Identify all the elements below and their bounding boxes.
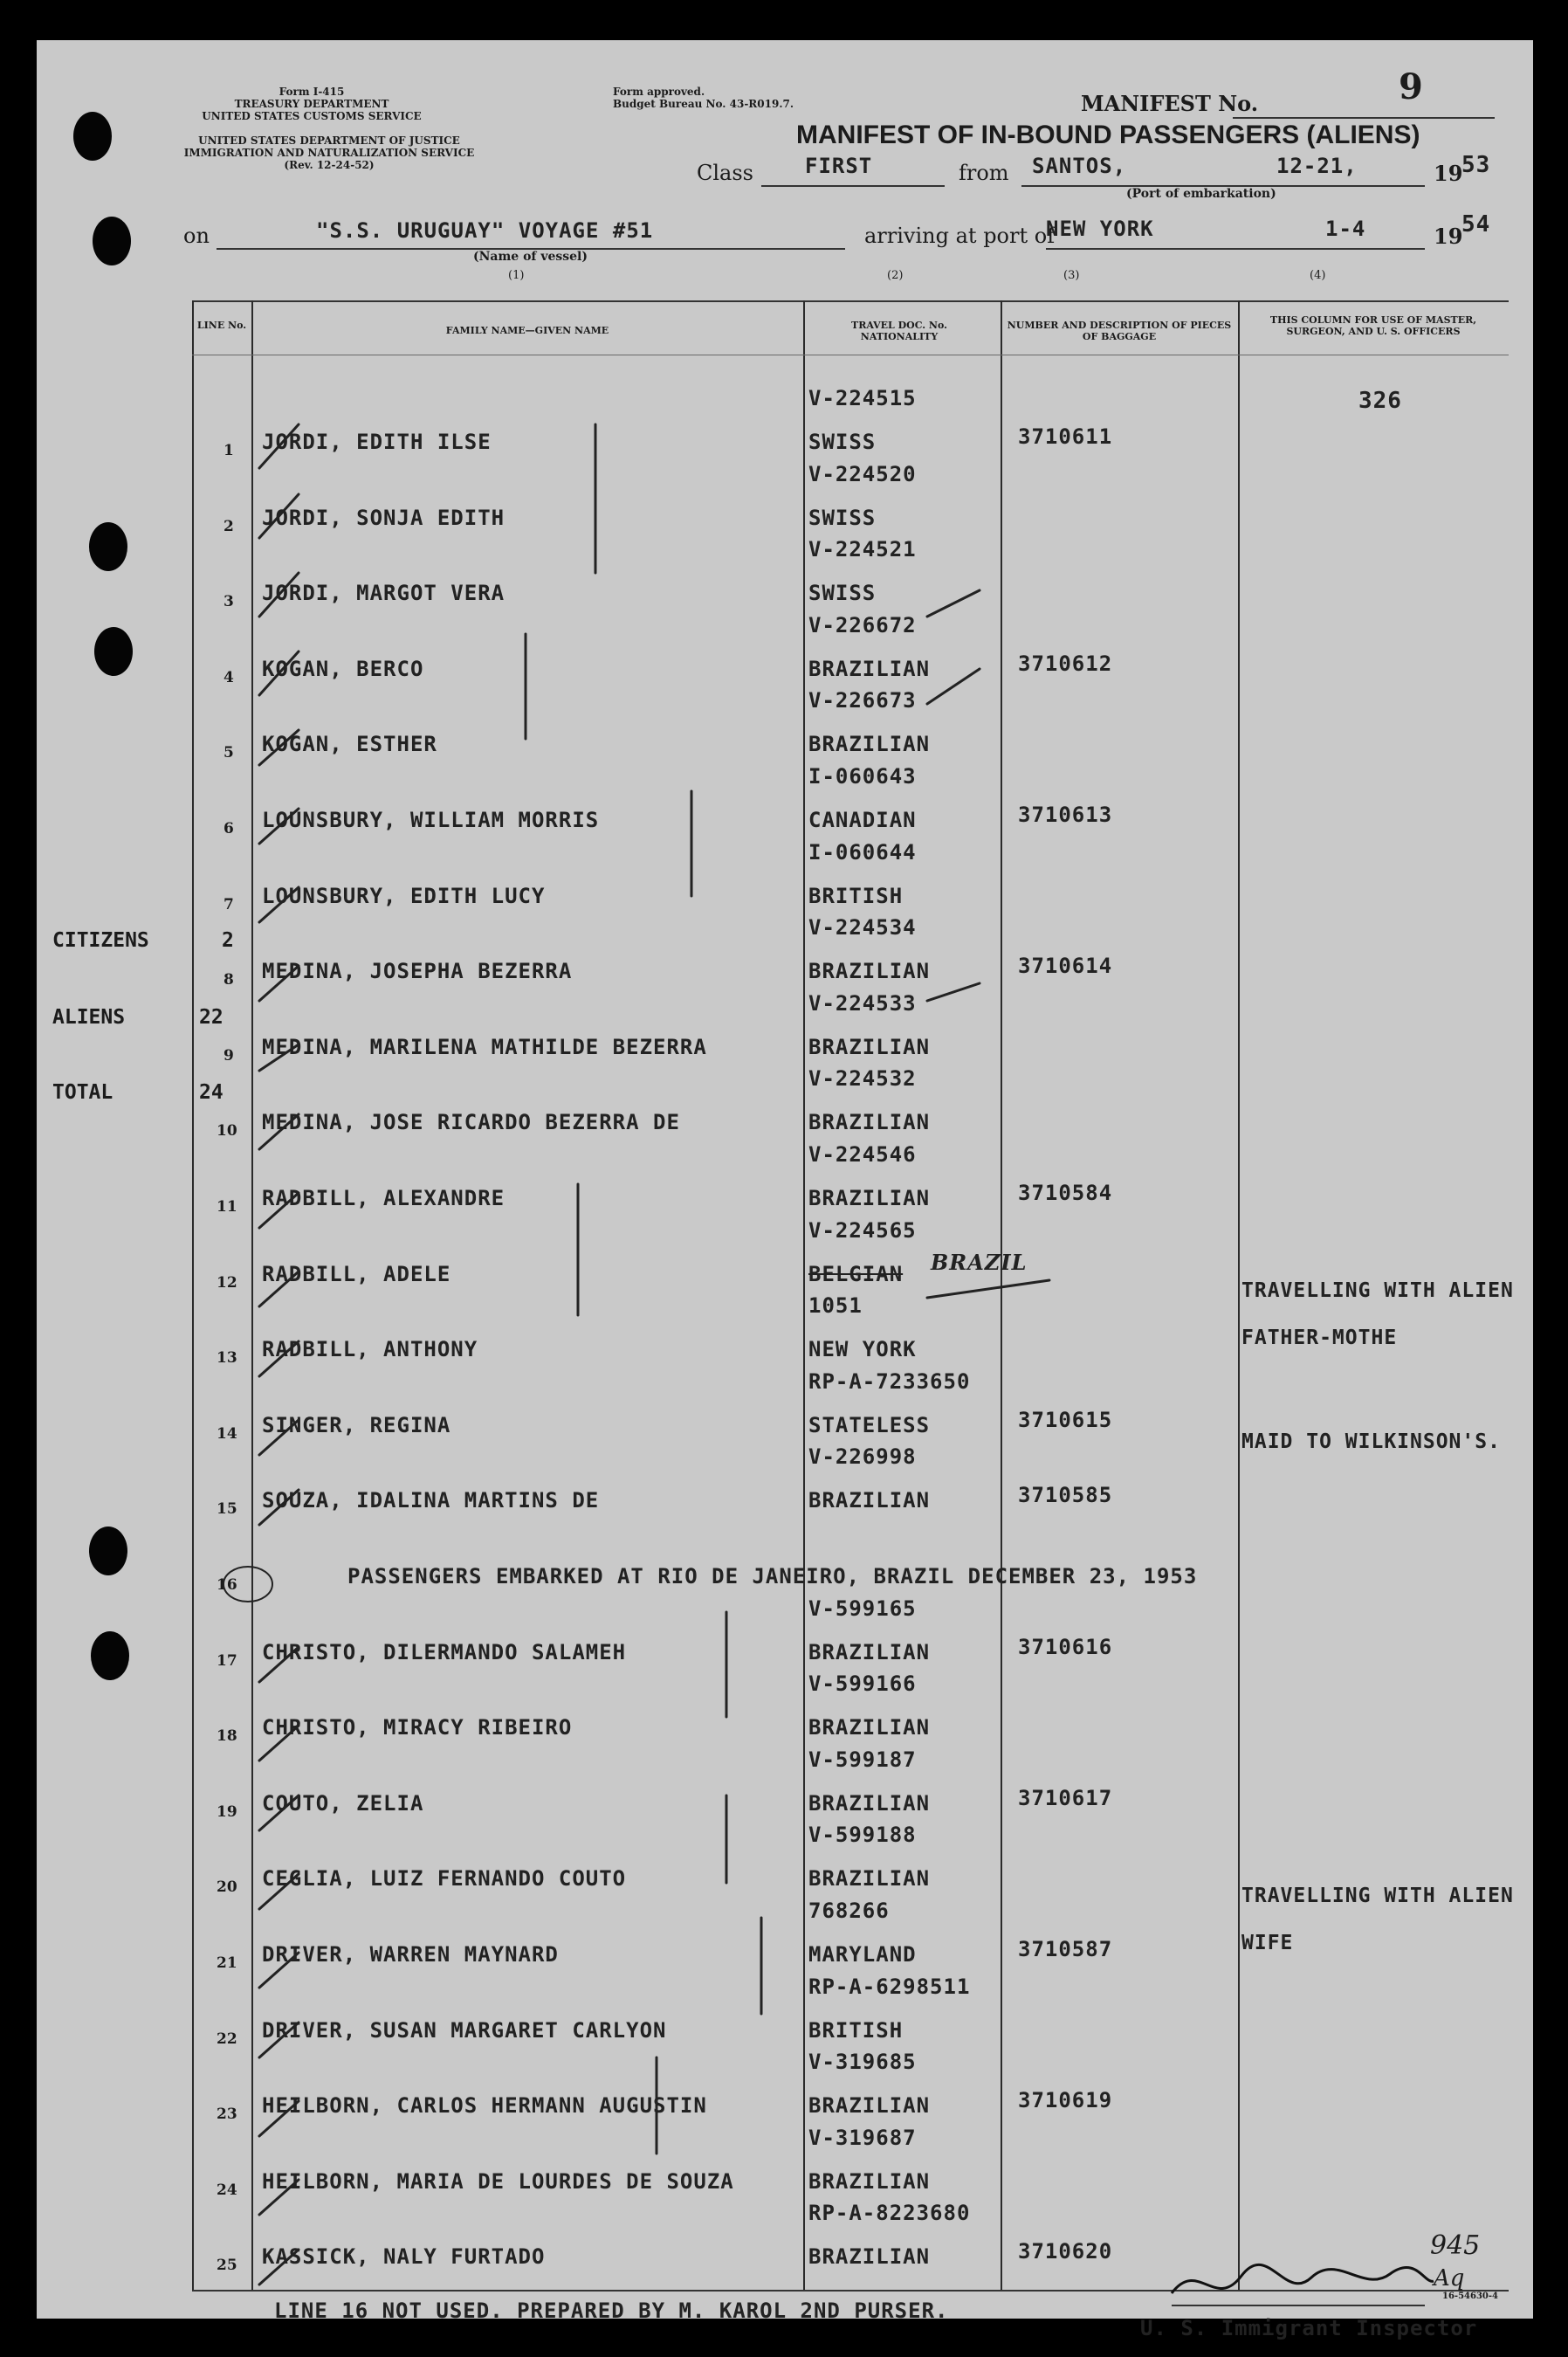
passenger-name: HEILBORN, MARIA DE LOURDES DE SOUZA [262,2168,734,2194]
travel-doc-number: V-224521 [808,537,917,562]
line-number: 3 [224,593,234,611]
nationality: BRAZILIAN [808,656,931,681]
travel-doc-number: RP-A-7233650 [808,1368,971,1394]
nationality: BRAZILIAN [808,1110,931,1135]
budget-bureau: Budget Bureau No. 43-R019.7. [613,98,794,110]
nationality: BRAZILIAN [808,2168,931,2194]
line-number: 6 [224,820,234,837]
line-number: 4 [224,668,234,686]
line-number: 17 [217,1651,237,1670]
arrival-date: 1-4 [1325,217,1366,241]
travel-doc-number: V-224520 [808,461,917,486]
form-id: Form I-415 [279,86,345,98]
travel-doc-number: V-224533 [808,990,917,1016]
passenger-name: RADBILL, ALEXANDRE [262,1186,505,1210]
nationality: SWISS [808,430,877,454]
line-number: 15 [217,1500,237,1519]
embark-note: PASSENGERS EMBARKED AT RIO DE JANEIRO, BRAZIL DECEMBER 23, 1953 [347,1564,1198,1589]
travel-doc-number: V-599166 [808,1671,917,1697]
nationality: BRAZILIAN [808,1034,931,1059]
travel-doc-number: RP-A-6298511 [808,1974,971,1999]
travel-doc-number: V-599165 [808,1595,917,1621]
nationality: BELGIAN [808,1261,904,1286]
nationality: BRAZILIAN [808,1488,931,1513]
arrival-port: NEW YORK [1046,217,1154,241]
col-header-name: FAMILY NAME—GIVEN NAME [445,325,609,336]
passenger-name: SOUZA, IDALINA MARTINS DE [262,1488,600,1513]
line-number: 10 [217,1122,237,1141]
passenger-name: JORDI, SONJA EDITH [262,505,505,530]
baggage-number: 3710615 [1018,1407,1113,1432]
manifest-no-label: MANIFEST No. [1081,91,1259,116]
passenger-name: CEGLIA, LUIZ FERNANDO COUTO [262,1866,627,1892]
aliens-count: 22 [199,1006,224,1029]
passenger-name: KOGAN, BERCO [262,656,424,681]
travel-doc-number: I-060643 [808,764,917,789]
travel-doc-number: 1051 [808,1293,863,1319]
baggage-number: 3710587 [1018,1937,1113,1961]
passenger-name: CHRISTO, MIRACY RIBEIRO [262,1715,573,1740]
travel-doc-number: V-224515 [808,386,917,410]
total-count: 24 [199,1081,224,1104]
nationality: BRAZILIAN [808,1866,931,1892]
travel-doc-number: I-060644 [808,839,917,865]
handwritten-marks [37,40,1533,2319]
from-label: from [959,161,1009,185]
line-number: 24 [217,2181,237,2199]
inspector-signature [1163,2258,1442,2311]
travel-doc-number: V-319687 [808,2125,917,2150]
line-number: 16 [217,1576,237,1594]
citizens-count: 2 [222,929,234,952]
year-2: 54 [1461,211,1491,238]
inspector-signature-initials: Aq [1434,2265,1465,2292]
embark-date: 12-21, [1276,154,1358,178]
nationality: BRAZILIAN [808,2093,931,2119]
travel-doc-number: V-224532 [808,1066,917,1092]
passenger-name: JORDI, MARGOT VERA [262,581,505,606]
citizens-label: CITIZENS [52,929,149,952]
nationality: BRAZILIAN [808,732,931,757]
nationality: BRAZILIAN [808,959,931,984]
nationality: BRAZILIAN [808,1639,931,1664]
officer-note: MAID TO WILKINSON'S. [1241,1430,1501,1454]
nationality-correction: BRAZIL [931,1249,1028,1275]
col-num-1: (1) [508,269,525,282]
travel-doc-number: V-599188 [808,1823,917,1848]
inspector-caption: U. S. Immigrant Inspector [1140,2316,1478,2340]
manifest-sheet [37,40,1533,2340]
line-number: 25 [217,2257,237,2275]
on-label: on [183,224,210,248]
passenger-name: MEDINA, JOSE RICARDO BEZERRA DE [262,1110,680,1135]
aliens-label: ALIENS [52,1006,126,1029]
col-header-line: LINE No. [196,320,247,331]
baggage-number: 3710617 [1018,1785,1113,1810]
embark-port: SANTOS, [1032,154,1127,178]
vessel-name: "S.S. URUGUAY" VOYAGE #51 [316,218,654,243]
year-1: 53 [1461,152,1491,178]
nationality: BRAZILIAN [808,1715,931,1740]
nationality: BRAZILIAN [808,1790,931,1816]
baggage-number: 3710585 [1018,1483,1113,1508]
passenger-name: MEDINA, MARILENA MATHILDE BEZERRA [262,1034,707,1059]
line-number: 19 [217,1802,237,1821]
dept-customs: UNITED STATES CUSTOMS SERVICE [202,110,422,122]
total-label: TOTAL [52,1081,113,1104]
nationality: SWISS [808,505,877,530]
passenger-name: LOUNSBURY, WILLIAM MORRIS [262,808,600,832]
travel-doc-number: V-224565 [808,1217,917,1243]
year-prefix-1: 19 [1434,161,1463,186]
line-number: 9 [224,1046,234,1065]
travel-doc-number: V-224546 [808,1142,917,1167]
col-header-baggage: NUMBER AND DESCRIPTION OF PIECES OF BAGGAGE [1007,320,1232,342]
line-number: 14 [217,1424,237,1443]
arriving-label: arriving at port of [864,224,1056,248]
line-number: 20 [217,1878,237,1897]
col-num-4: (4) [1310,269,1326,282]
dept-treasury: TREASURY DEPARTMENT [234,98,389,110]
baggage-number: 3710614 [1018,954,1113,979]
passenger-name: SINGER, REGINA [262,1412,451,1437]
line-number: 2 [224,517,234,535]
form-approved: Form approved. [613,86,705,98]
passenger-name: RADBILL, ANTHONY [262,1337,478,1362]
travel-doc-number: 768266 [808,1899,890,1923]
nationality: SWISS [808,581,877,606]
line-number: 18 [217,1727,237,1746]
col-header-travel-doc: TRAVEL DOC. No. NATIONALITY [851,320,947,342]
nationality: BRAZILIAN [808,1186,931,1210]
nationality: CANADIAN [808,808,917,832]
travel-doc-number: V-226998 [808,1444,917,1470]
travel-doc-number: V-226673 [808,688,917,713]
line-number: 11 [217,1198,237,1216]
class-label: Class [697,161,753,185]
port-caption: (Port of embarkation) [1126,187,1276,201]
baggage-number: 3710611 [1018,424,1113,449]
passenger-name: KASSICK, NALY FURTADO [262,2244,546,2270]
baggage-number: 3710616 [1018,1634,1113,1659]
manifest-title: MANIFEST OF IN-BOUND PASSENGERS (ALIENS) [796,121,1420,149]
line-number: 5 [224,744,234,762]
form-code: 16-54630-4 [1442,2292,1498,2301]
line-number: 13 [217,1349,237,1368]
nationality: STATELESS [808,1412,931,1437]
line-number: 22 [217,2030,237,2048]
baggage-number: 3710612 [1018,651,1113,676]
officer-note: TRAVELLING WITH ALIEN WIFE [1241,1885,1514,1954]
travel-doc-number: V-226672 [808,612,917,637]
passenger-name: HEILBORN, CARLOS HERMANN AUGUSTIN [262,2093,707,2119]
vessel-caption: (Name of vessel) [473,250,588,264]
nationality: NEW YORK [808,1337,917,1362]
officer-number: 326 [1358,388,1402,414]
line-number: 7 [224,895,234,913]
passenger-name: RADBILL, ADELE [262,1261,451,1286]
dept-justice: UNITED STATES DEPARTMENT OF JUSTICE [198,134,460,147]
line-number: 23 [217,2105,237,2124]
baggage-number: 3710584 [1018,1181,1113,1205]
nationality: BRAZILIAN [808,2244,931,2270]
travel-doc-number: V-319685 [808,2050,917,2075]
travel-doc-number: V-599187 [808,1747,917,1772]
class-value: FIRST [805,154,873,178]
manifest-no: 9 [1399,66,1423,107]
travel-doc-number: V-224534 [808,915,917,941]
passenger-name: MEDINA, JOSEPHA BEZERRA [262,959,573,984]
passenger-name: LOUNSBURY, EDITH LUCY [262,883,546,908]
passenger-name: DRIVER, SUSAN MARGARET CARLYON [262,2017,667,2043]
nationality: MARYLAND [808,1942,917,1967]
col-header-officers: THIS COLUMN FOR USE OF MASTER, SURGEON, AND U. S. OFFICERS [1269,314,1477,337]
passenger-name: JORDI, EDITH ILSE [262,430,492,454]
footer-note: LINE 16 NOT USED. PREPARED BY M. KAROL 2ND PURSER. [274,2298,949,2323]
baggage-number: 3710620 [1018,2239,1113,2264]
line-number: 8 [224,971,234,989]
passenger-name: COUTO, ZELIA [262,1790,424,1816]
baggage-number: 3710613 [1018,803,1113,827]
year-prefix-2: 19 [1434,224,1463,249]
baggage-number: 3710619 [1018,2088,1113,2113]
col-num-3: (3) [1063,269,1080,282]
travel-doc-number: RP-A-8223680 [808,2201,971,2226]
passenger-name: KOGAN, ESTHER [262,732,437,757]
inspector-signature-time: 945 [1430,2230,1481,2261]
dept-ins: IMMIGRATION AND NATURALIZATION SERVICE [183,147,475,159]
line-number: 21 [217,1954,237,1972]
col-num-2: (2) [887,269,904,282]
officer-note: TRAVELLING WITH ALIEN FATHER-MOTHE [1241,1279,1514,1350]
revision: (Rev. 12-24-52) [284,159,375,171]
line-number: 12 [217,1273,237,1292]
line-number: 1 [224,442,234,459]
passenger-name: CHRISTO, DILERMANDO SALAMEH [262,1639,627,1664]
nationality: BRITISH [808,883,904,908]
nationality: BRITISH [808,2017,904,2043]
passenger-name: DRIVER, WARREN MAYNARD [262,1942,559,1967]
